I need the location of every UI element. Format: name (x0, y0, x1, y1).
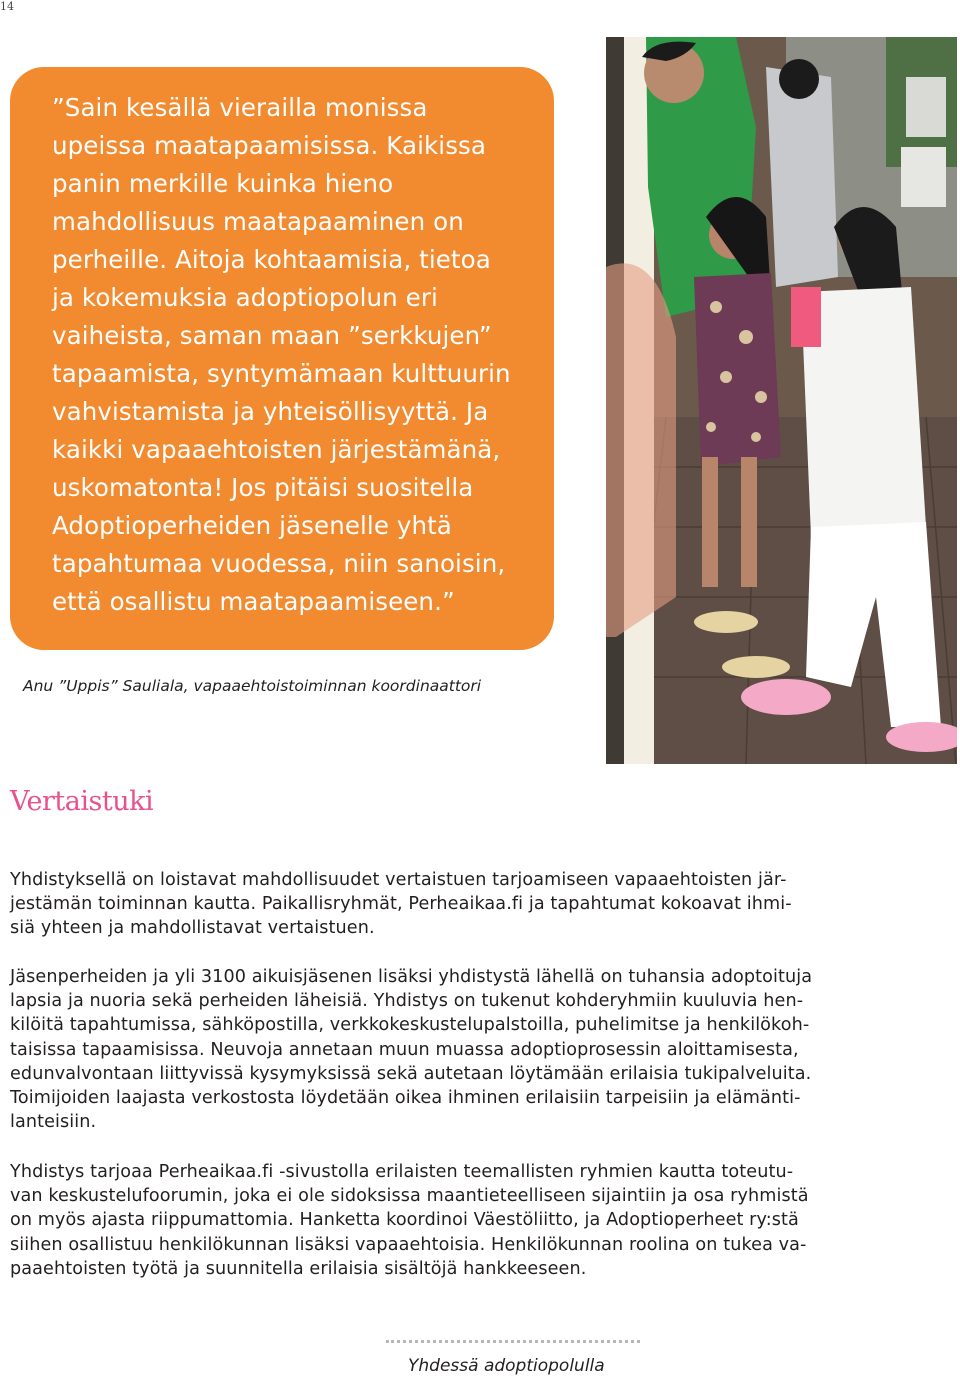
body-line: Yhdistyksellä on loistavat mahdollisuudet vertaistuen tarjoamiseen vapaaehtoisten jär- (10, 870, 787, 890)
quote-line: vaiheista, saman maan ”serkkujen” (52, 321, 492, 350)
body-line: lanteisiin. (10, 1112, 97, 1132)
photo-children-at-event (606, 37, 957, 764)
quote-line: vahvistamista ja yhteisöllisyyttä. Ja (52, 397, 489, 426)
quote-line: kaikki vapaaehtoisten järjestämänä, (52, 435, 501, 464)
body-line: taisissa tapaamisissa. Neuvoja annetaan muun muassa adoptioprosessin aloittamisesta, (10, 1040, 799, 1060)
quote-line: perheille. Aitoja kohtaamisia, tietoa (52, 245, 491, 274)
quote-attribution: Anu ”Uppis” Sauliala, vapaaehtoistoiminnan koordinaattori (23, 677, 482, 695)
section-heading: Vertaistuki (10, 786, 154, 817)
quote-line: upeissa maatapaamisissa. Kaikissa (52, 131, 487, 160)
body-line: edunvalvontaan liittyvissä kysymyksissä sekä autetaan löytämään erilaisia tukipalveluita. (10, 1064, 812, 1084)
quote-line: Adoptioperheiden jäsenelle yhtä (52, 511, 452, 540)
quote-line: että osallistu maatapaamiseen.” (52, 587, 455, 616)
body-line: paaehtoisten työtä ja suunnitella erilaisia sisältöjä hankkeeseen. (10, 1259, 587, 1279)
body-line: siä yhteen ja mahdollistavat vertaistuen. (10, 918, 375, 938)
photo-illustration (606, 37, 957, 764)
quote-line: mahdollisuus maatapaaminen on (52, 207, 464, 236)
body-line: lapsia ja nuoria sekä perheiden läheisiä. Yhdistys on tukenut kohderyhmiin kuuluvia hen- (10, 991, 804, 1011)
quote-line: uskomatonta! Jos pitäisi suositella (52, 473, 474, 502)
quote-line: tapahtumaa vuodessa, niin sanoisin, (52, 549, 506, 578)
quote-line: panin merkille kuinka hieno (52, 169, 394, 198)
body-line: van keskustelufoorumin, joka ei ole sidoksissa maantieteelliseen sijaintiin ja osa ryhmistä (10, 1186, 809, 1206)
body-line: jestämän toiminnan kautta. Paikallisryhmät, Perheaikaa.fi ja tapahtumat kokoavat ihmi- (10, 894, 792, 914)
body-line: on myös ajasta riippumattomia. Hanketta koordinoi Väestöliitto, ja Adoptioperheet ry:stä (10, 1210, 799, 1230)
body-line: Toimijoiden laajasta verkostosta löydetään oikea ihminen erilaisiin tarpeisiin ja elämänti- (10, 1088, 801, 1108)
body-line: Jäsenperheiden ja yli 3100 aikuisjäsenen lisäksi yhdistystä lähellä on tuhansia adoptoituja (10, 967, 813, 987)
page-number: 14 (0, 0, 14, 13)
body-line: Yhdistys tarjoaa Perheaikaa.fi -sivustolla erilaisten teemallisten ryhmien kautta toteutu- (10, 1162, 794, 1182)
quote-line: tapaamista, syntymämaan kulttuurin (52, 359, 511, 388)
quote-line: ”Sain kesällä vierailla monissa (52, 93, 428, 122)
footer-label: Yhdessä adoptiopolulla (408, 1356, 605, 1376)
footer-divider (386, 1340, 640, 1343)
body-line: siihen osallistuu henkilökunnan lisäksi vapaaehtoisia. Henkilökunnan roolina on tukea va- (10, 1235, 807, 1255)
quote-line: ja kokemuksia adoptiopolun eri (52, 283, 438, 312)
body-line: kilöitä tapahtumissa, sähköpostilla, verkkokeskustelupalstoilla, puhelimitse ja henkilökoh- (10, 1015, 810, 1035)
